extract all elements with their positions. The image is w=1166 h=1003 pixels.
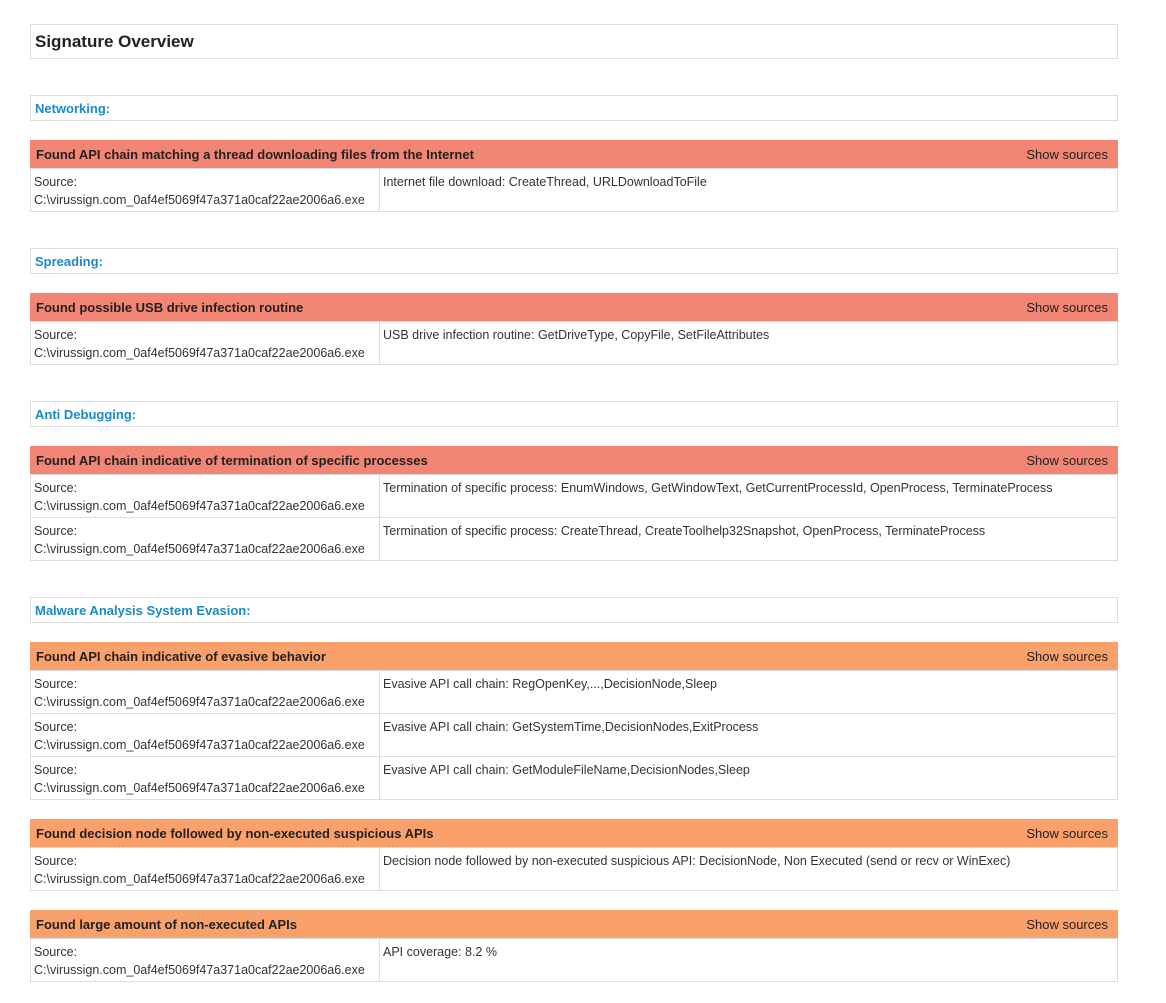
source-path: C:\virussign.com_0af4ef5069f47a371a0caf22ae2006a6.exe [34, 963, 365, 977]
source-label: Source: [34, 481, 78, 495]
signature-title: Found large amount of non-executed APIs [36, 916, 297, 932]
source-cell [31, 475, 380, 518]
source-label: Source: [34, 524, 78, 538]
source-cell [31, 169, 380, 212]
signature-table [30, 938, 1118, 982]
source-label: Source: [34, 763, 78, 777]
source-path: C:\virussign.com_0af4ef5069f47a371a0caf22ae2006a6.exe [34, 499, 365, 513]
table-row [31, 169, 1118, 212]
detail-cell: Decision node followed by non-executed suspicious API: DecisionNode, Non Executed (send or recv or WinExec) [380, 848, 1118, 891]
detail-cell: Termination of specific process: EnumWindows, GetWindowText, GetCurrentProcessId, OpenProcess, TerminateProcess [380, 475, 1118, 518]
show-sources-link[interactable]: Show sources [1026, 648, 1108, 664]
detail-cell: Evasive API call chain: GetSystemTime,DecisionNodes,ExitProcess [380, 714, 1118, 757]
signature-table [30, 321, 1118, 365]
source-cell [31, 671, 380, 714]
sections-container [30, 95, 1118, 982]
source-path: C:\virussign.com_0af4ef5069f47a371a0caf22ae2006a6.exe [34, 738, 365, 752]
table-row [31, 322, 1118, 365]
source-path: C:\virussign.com_0af4ef5069f47a371a0caf22ae2006a6.exe [34, 193, 365, 207]
signature-title: Found API chain indicative of termination of specific processes [36, 452, 428, 468]
detail-cell: USB drive infection routine: GetDriveType, CopyFile, SetFileAttributes [380, 322, 1118, 365]
signature-title: Found API chain indicative of evasive behavior [36, 648, 326, 664]
source-label: Source: [34, 720, 78, 734]
table-row [31, 848, 1118, 891]
signature-header [30, 642, 1118, 670]
section-title: Malware Analysis System Evasion: [30, 597, 1118, 623]
signature-title: Found API chain matching a thread downloading files from the Internet [36, 146, 474, 162]
detail-cell: Evasive API call chain: GetModuleFileName,DecisionNodes,Sleep [380, 757, 1118, 800]
section [30, 248, 1118, 365]
source-path: C:\virussign.com_0af4ef5069f47a371a0caf22ae2006a6.exe [34, 872, 365, 886]
detail-cell: Termination of specific process: CreateThread, CreateToolhelp32Snapshot, OpenProcess, TerminateProcess [380, 518, 1118, 561]
signature-title: Found possible USB drive infection routine [36, 299, 304, 315]
source-label: Source: [34, 175, 78, 189]
table-row [31, 757, 1118, 800]
show-sources-link[interactable]: Show sources [1026, 146, 1108, 162]
detail-cell: API coverage: 8.2 % [380, 939, 1118, 982]
show-sources-link[interactable]: Show sources [1026, 452, 1108, 468]
source-cell [31, 714, 380, 757]
signature-table [30, 474, 1118, 561]
source-label: Source: [34, 945, 78, 959]
source-path: C:\virussign.com_0af4ef5069f47a371a0caf22ae2006a6.exe [34, 695, 365, 709]
source-path: C:\virussign.com_0af4ef5069f47a371a0caf22ae2006a6.exe [34, 346, 365, 360]
table-row [31, 939, 1118, 982]
source-cell [31, 939, 380, 982]
source-path: C:\virussign.com_0af4ef5069f47a371a0caf22ae2006a6.exe [34, 781, 365, 795]
show-sources-link[interactable]: Show sources [1026, 825, 1108, 841]
source-cell [31, 322, 380, 365]
source-label: Source: [34, 677, 78, 691]
signature-title: Found decision node followed by non-executed suspicious APIs [36, 825, 434, 841]
report [30, 24, 1118, 982]
table-row [31, 518, 1118, 561]
signature-block [30, 910, 1118, 982]
signature-header [30, 293, 1118, 321]
signature-header [30, 819, 1118, 847]
signature-table [30, 168, 1118, 212]
section [30, 401, 1118, 561]
signature-block [30, 446, 1118, 561]
signature-header [30, 446, 1118, 474]
source-path: C:\virussign.com_0af4ef5069f47a371a0caf22ae2006a6.exe [34, 542, 365, 556]
section-title: Networking: [30, 95, 1118, 121]
section-title: Anti Debugging: [30, 401, 1118, 427]
section [30, 95, 1118, 212]
show-sources-link[interactable]: Show sources [1026, 299, 1108, 315]
source-label: Source: [34, 328, 78, 342]
section-title: Spreading: [30, 248, 1118, 274]
signature-block [30, 140, 1118, 212]
table-row [31, 475, 1118, 518]
detail-cell: Evasive API call chain: RegOpenKey,...,DecisionNode,Sleep [380, 671, 1118, 714]
detail-cell: Internet file download: CreateThread, URLDownloadToFile [380, 169, 1118, 212]
table-row [31, 671, 1118, 714]
signature-block [30, 642, 1118, 800]
signature-table [30, 847, 1118, 891]
source-cell [31, 757, 380, 800]
page-title: Signature Overview [30, 24, 1118, 59]
signature-header [30, 140, 1118, 168]
source-cell [31, 518, 380, 561]
source-label: Source: [34, 854, 78, 868]
source-cell [31, 848, 380, 891]
signature-header [30, 910, 1118, 938]
signature-block [30, 819, 1118, 891]
show-sources-link[interactable]: Show sources [1026, 916, 1108, 932]
table-row [31, 714, 1118, 757]
section [30, 597, 1118, 982]
signature-table [30, 670, 1118, 800]
signature-block [30, 293, 1118, 365]
